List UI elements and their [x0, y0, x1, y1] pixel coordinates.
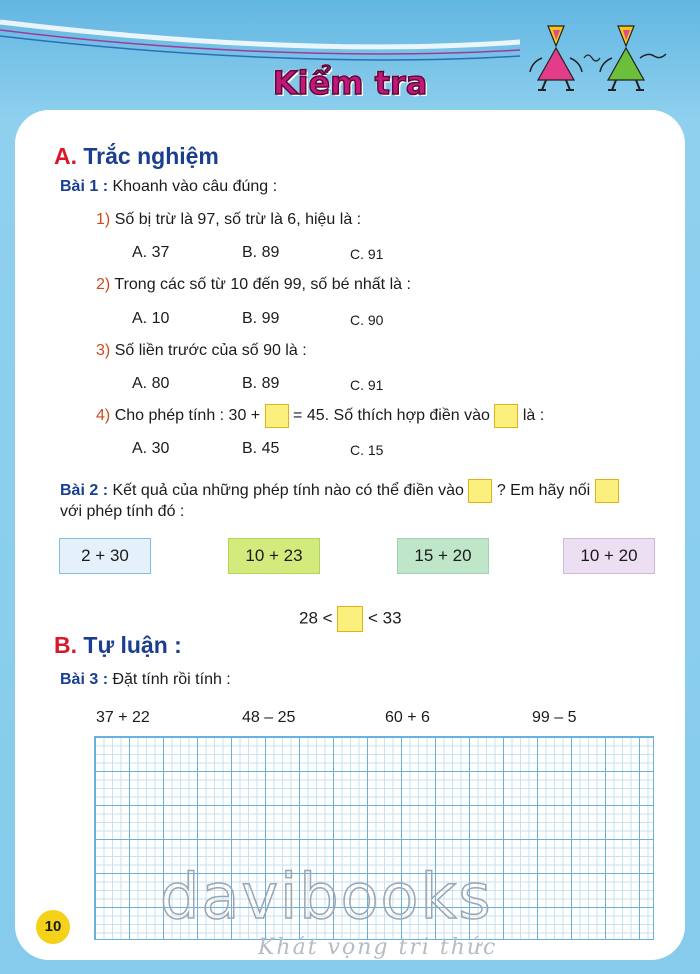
bai3-line: Bài 3 : Đặt tính rồi tính : [60, 671, 231, 688]
expression-card[interactable]: 15 + 20 [397, 538, 489, 574]
bai1-line [60, 178, 277, 196]
bai2-line-1: Bài 2 : Kết quả của những phép tính nào có thể điền vào ? Em hãy nối [60, 479, 619, 503]
q3-option-b[interactable]: B. 89 [242, 375, 280, 392]
q1-option-a[interactable]: A. 37 [132, 244, 170, 261]
expression: 48 – 25 [242, 709, 296, 726]
page-title: Kiểm tra [272, 64, 428, 102]
question-1: 1) Số bị trừ là 97, số trừ là 6, hiệu là : [96, 211, 362, 228]
q1-option-c[interactable]: C. 91 [350, 246, 384, 262]
bai1-instruction: Khoanh vào câu đúng : [112, 178, 278, 195]
q2-option-a[interactable]: A. 10 [132, 310, 170, 327]
expression-card[interactable]: 2 + 30 [59, 538, 151, 574]
answer-box [468, 479, 492, 503]
triangle-figures-illustration [520, 18, 680, 98]
q3-option-a[interactable]: A. 80 [132, 375, 170, 392]
watermark-brand: davibooks [160, 860, 493, 933]
bai1-label: Bài 1 : [60, 178, 109, 195]
q1-option-b[interactable]: B. 89 [242, 244, 280, 261]
question-4: 4) Cho phép tính : 30 + = 45. Số thích hợp điền vào là : [96, 404, 544, 428]
answer-box[interactable] [265, 404, 289, 428]
bai2-label: Bài 2 : [60, 482, 109, 500]
expression: 99 – 5 [532, 709, 577, 726]
q4-option-a[interactable]: A. 30 [132, 440, 170, 457]
expression: 37 + 22 [96, 709, 150, 726]
page-number: 10 [36, 910, 70, 944]
section-b-heading: B. Tự luận : [54, 632, 182, 659]
expression-card[interactable]: 10 + 23 [228, 538, 320, 574]
q4-option-c[interactable]: C. 15 [350, 442, 384, 458]
q2-option-c[interactable]: C. 90 [350, 312, 384, 328]
question-3: 3) Số liền trước của số 90 là : [96, 342, 307, 359]
inequality: 28 < < 33 [299, 606, 402, 632]
watermark-slogan: Khát vọng tri thức [258, 935, 498, 960]
expression: 60 + 6 [385, 709, 430, 726]
q2-option-b[interactable]: B. 99 [242, 310, 280, 327]
answer-box [595, 479, 619, 503]
expression-card[interactable]: 10 + 20 [563, 538, 655, 574]
answer-box[interactable] [494, 404, 518, 428]
section-a-heading: A. Trắc nghiệm [54, 143, 219, 170]
bai3-label: Bài 3 : [60, 671, 109, 688]
inequality-answer-box[interactable] [337, 606, 363, 632]
bai2-line-2: với phép tính đó : [60, 503, 185, 520]
q3-option-c[interactable]: C. 91 [350, 377, 384, 393]
q4-option-b[interactable]: B. 45 [242, 440, 280, 457]
question-2: 2) Trong các số từ 10 đến 99, số bé nhất là : [96, 276, 411, 293]
